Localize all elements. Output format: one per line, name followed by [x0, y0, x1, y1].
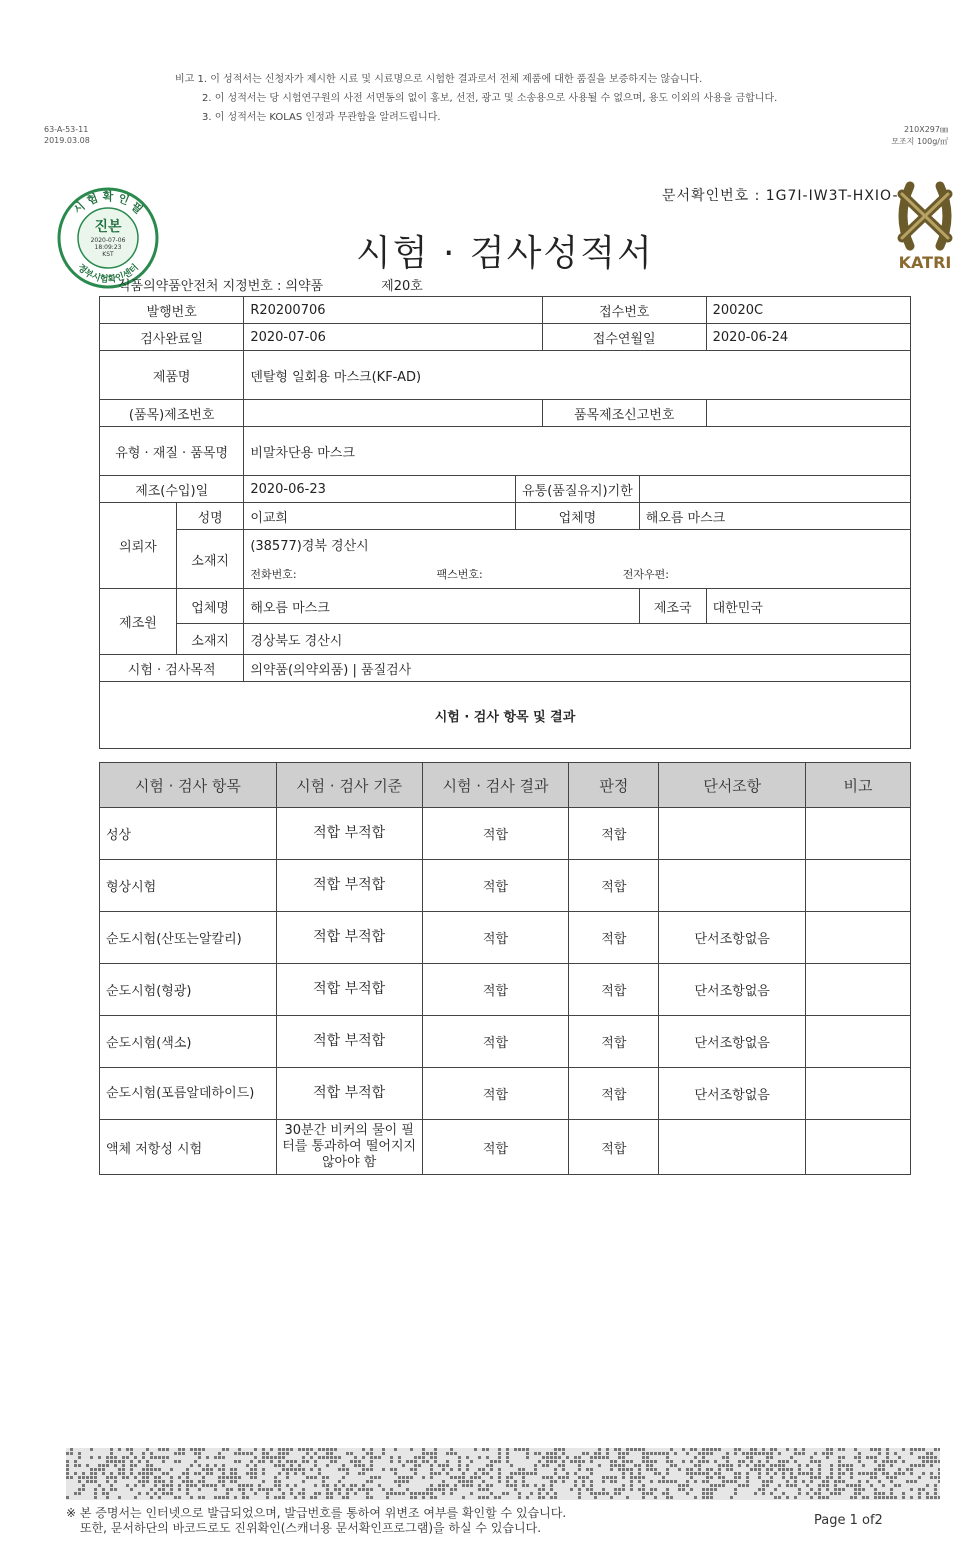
item-report-number	[706, 400, 910, 427]
note-1: 비고 1. 이 성적서는 신청자가 제시한 시료 및 시료명으로 시험한 결과로서 전체 제품에 대한 품질을 보증하지는 않습니다.	[175, 74, 703, 85]
info-table: 발행번호 R20200706 접수번호 20020C 검사완료일 2020-07-06 접수연월일 2020-06-24 제품명 덴탈형 일회용 마스크(KF-AD) (품목)제조번호 품목제조신고번호 유형 · 재질 · 품목명 비말차단용 마스크 제조(수입)일 2020-06-23 유통(품질유지)기한 의뢰자 성명 이교희 업체명 해오름 마스크 소재지 (38577)경북 경산시 전화번호: 팩스번호: 전자우편: 제조원 업체명 해오름 마스크 제조국 대한민국 소재지 경상북도 경산시 시험 · 검사목적 의약품(의약외품) | 품질검사 시험 · 검사 항목 및 결과	[99, 296, 911, 749]
client-company: 해오름 마스크	[639, 503, 910, 530]
stamp-bottom-text: 정부시험확인센터	[75, 262, 141, 286]
header-item: 시험 · 검사 항목	[100, 763, 277, 808]
header-proviso: 단서조항	[659, 763, 806, 808]
table-row: 순도시험(형광) 적합 부적합 적합 적합 단서조항없음	[100, 964, 911, 1016]
stamp-top-text: 시 험 확 인 필	[70, 190, 146, 217]
verification-barcode	[66, 1448, 940, 1500]
page-number: Page 1 of2	[814, 1513, 883, 1528]
stamp-date: 2020-07-06	[90, 237, 126, 244]
type-material: 비말차단용 마스크	[244, 427, 911, 476]
results-section-title: 시험 · 검사 항목 및 결과	[100, 682, 911, 749]
header-note: 비고	[806, 763, 911, 808]
footer-note: ※ 본 증명서는 인터넷으로 발급되었으며, 발급번호를 통하여 위변조 여부를 확인할 수 있습니다. 또한, 문서하단의 바코드로도 진위확인(스캐너용 문서확인프로그램)을 하실 수 있습니다.	[66, 1506, 567, 1535]
client-name: 이교희	[244, 503, 516, 530]
disclaimer-notes	[175, 70, 777, 127]
maker-company: 해오름 마스크	[244, 589, 639, 624]
receipt-date: 2020-06-24	[706, 324, 910, 351]
stamp-time: 18:09:23	[94, 244, 122, 251]
designation-number: 식품의약품안전처 지정번호 : 의약품 제20호	[118, 279, 423, 294]
note-2: 2. 이 성적서는 당 시험연구원의 사전 서면동의 없이 홍보, 선전, 광고 및 소송용으로 사용될 수 없으며, 용도 이외의 사용을 금합니다.	[202, 93, 778, 104]
table-row: 형상시험 적합 부적합 적합 적합	[100, 860, 911, 912]
table-row: 순도시험(산또는알칼리) 적합 부적합 적합 적합 단서조항없음	[100, 912, 911, 964]
document-confirm-number: 문서확인번호 : 1G7I-IW3T-HXIO-	[662, 188, 899, 204]
table-row: 액체 저항성 시험 30분간 비커의 물이 필터를 통과하여 떨어지지 않아야 함 적합 적합	[100, 1120, 911, 1175]
header-result: 시험 · 검사 결과	[422, 763, 569, 808]
receipt-number: 20020C	[706, 297, 910, 324]
issue-number: R20200706	[244, 297, 542, 324]
manufacturing-number	[244, 400, 542, 427]
katri-logo	[888, 176, 962, 274]
header-verdict: 판정	[569, 763, 659, 808]
stamp-center: 진본	[94, 219, 122, 235]
note-3: 3. 이 성적서는 KOLAS 인정과 무관함을 알려드립니다.	[202, 112, 441, 123]
maker-address: 경상북도 경산시	[244, 624, 911, 655]
client-contact: 전화번호: 팩스번호: 전자우편:	[244, 559, 911, 589]
form-code: 63-A-53-11 2019.03.08	[44, 125, 90, 145]
expiry-date	[639, 476, 910, 503]
maker-country: 대한민국	[706, 589, 910, 624]
client-address: (38577)경북 경산시	[244, 530, 911, 560]
document-title: 시험 · 검사성적서	[356, 233, 654, 274]
katri-logo-text: KATRI	[898, 253, 952, 272]
test-purpose: 의약품(의약외품) | 품질검사	[244, 655, 911, 682]
table-row: 순도시험(포름알데하이드) 적합 부적합 적합 적합 단서조항없음	[100, 1068, 911, 1120]
stamp-tz: KST	[102, 251, 114, 258]
header-criterion: 시험 · 검사 기준	[276, 763, 422, 808]
results-table	[99, 762, 911, 1175]
table-row: 성상 적합 부적합 적합 적합	[100, 808, 911, 860]
product-name: 덴탈형 일회용 마스크(KF-AD)	[244, 351, 911, 400]
table-row: 순도시험(색소) 적합 부적합 적합 적합 단서조항없음	[100, 1016, 911, 1068]
paper-spec: 210X297㎜ 모조지 100g/㎡	[891, 125, 948, 146]
complete-date: 2020-07-06	[244, 324, 542, 351]
manufacture-date: 2020-06-23	[244, 476, 516, 503]
